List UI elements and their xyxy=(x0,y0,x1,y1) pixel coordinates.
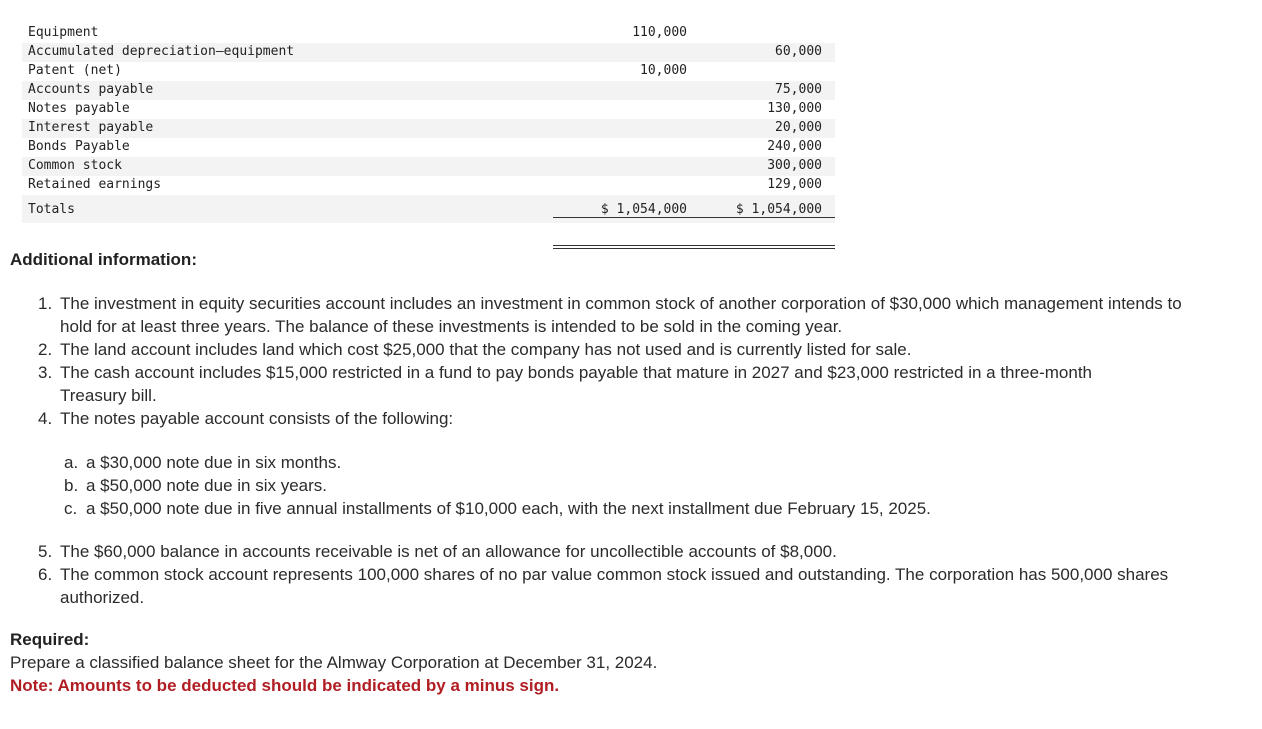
list-item xyxy=(0,292,1262,338)
account-name: Equipment xyxy=(28,25,99,40)
trial-balance-table xyxy=(22,24,835,223)
totals-top-rule xyxy=(553,217,835,218)
table-row xyxy=(22,62,835,81)
required-text: Prepare a classified balance sheet for the Almway Corporation at December 31, 2024. xyxy=(10,653,658,672)
sub-item-text: a $30,000 note due in six months. xyxy=(86,453,342,472)
account-name: Bonds Payable xyxy=(28,139,130,154)
totals-double-rule xyxy=(553,245,835,246)
debit-amount: 110,000 xyxy=(632,25,687,40)
sub-item-text: a $50,000 note due in five annual installments of $10,000 each, with the next installment due February 15, 2025. xyxy=(86,499,931,518)
account-name: Common stock xyxy=(28,158,122,173)
sub-list-item xyxy=(0,451,1262,474)
table-row xyxy=(22,81,835,100)
credit-amount: 129,000 xyxy=(767,177,822,192)
additional-information-list xyxy=(0,292,1262,609)
list-item xyxy=(0,338,1262,361)
item-number: 4. xyxy=(38,409,53,428)
credit-amount: 300,000 xyxy=(767,158,822,173)
credit-amount: 20,000 xyxy=(775,120,822,135)
item-text: The common stock account represents 100,000 shares of no par value common stock issued and outstanding. The corporation has 500,000 shares authorized. xyxy=(60,565,1169,607)
credit-total: $ 1,054,000 xyxy=(735,202,822,217)
item-number: 3. xyxy=(38,363,53,382)
sub-item-letter: c. xyxy=(64,499,78,518)
item-number: 6. xyxy=(38,565,53,584)
totals-label: Totals xyxy=(28,202,75,217)
table-row xyxy=(22,176,835,195)
credit-amount: 130,000 xyxy=(767,101,822,116)
credit-amount: 75,000 xyxy=(775,82,822,97)
note-text: Note: Amounts to be deducted should be indicated by a minus sign. xyxy=(10,676,560,695)
account-name: Patent (net) xyxy=(28,63,122,78)
debit-total: $ 1,054,000 xyxy=(600,202,687,217)
item-number: 1. xyxy=(38,294,53,313)
required-label: Required: xyxy=(10,630,90,649)
item-text: The investment in equity securities account includes an investment in common stock of another corporation of $30,000 which management intends to hold for at least three years. The balance of these investments is intended to be sold in the coming year. xyxy=(60,294,1182,336)
credit-amount: 60,000 xyxy=(775,44,822,59)
list-item xyxy=(0,361,1262,407)
table-row xyxy=(22,100,835,119)
account-name: Interest payable xyxy=(28,120,154,135)
table-row xyxy=(22,157,835,176)
account-name: Retained earnings xyxy=(28,177,162,192)
account-name: Notes payable xyxy=(28,101,130,116)
account-name: Accumulated depreciation—equipment xyxy=(28,44,295,59)
sub-item-letter: a. xyxy=(64,453,79,472)
table-row xyxy=(22,43,835,62)
list-item xyxy=(0,540,1262,563)
debit-amount: 10,000 xyxy=(640,63,687,78)
table-row xyxy=(22,119,835,138)
item-number: 2. xyxy=(38,340,53,359)
item-text: The $60,000 balance in accounts receivable is net of an allowance for uncollectible accounts of $8,000. xyxy=(60,542,837,561)
list-item xyxy=(0,563,1262,609)
required-section xyxy=(10,628,657,697)
item-text: The cash account includes $15,000 restricted in a fund to pay bonds payable that mature in 2027 and $23,000 restricted in a three-month Treasury bill. xyxy=(60,363,1092,405)
list-item xyxy=(0,407,1262,430)
item-text: The land account includes land which cost $25,000 that the company has not used and is currently listed for sale. xyxy=(60,340,912,359)
item-text: The notes payable account consists of the following: xyxy=(60,409,454,428)
totals-row xyxy=(22,195,835,223)
additional-information-heading: Additional information: xyxy=(10,250,197,269)
table-row xyxy=(22,138,835,157)
account-name: Accounts payable xyxy=(28,82,154,97)
sub-list-item xyxy=(0,474,1262,497)
credit-amount: 240,000 xyxy=(767,139,822,154)
item-number: 5. xyxy=(38,542,53,561)
totals-double-rule xyxy=(553,248,835,249)
sub-item-letter: b. xyxy=(64,476,79,495)
table-row xyxy=(22,24,835,43)
sub-item-text: a $50,000 note due in six years. xyxy=(86,476,327,495)
sub-list-item xyxy=(0,497,1262,520)
